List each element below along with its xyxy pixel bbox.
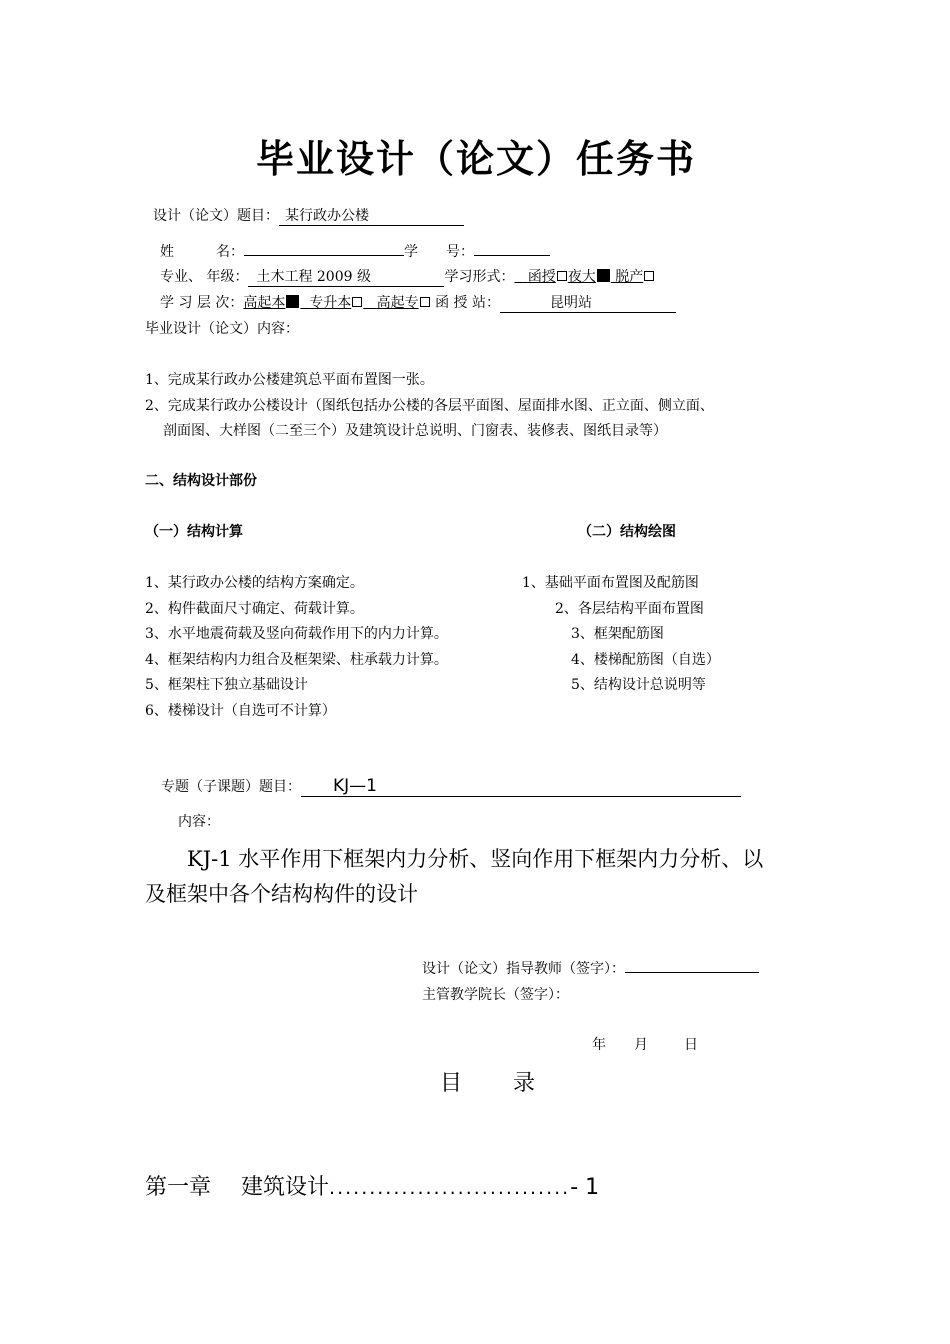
calc-item: 5、框架柱下独立基础设计 (145, 677, 308, 693)
study-form-opt2: 夜大 (567, 269, 596, 285)
topic-label: 设计（论文）题目： (153, 208, 279, 224)
level-row (160, 292, 676, 313)
toc-entry[interactable] (145, 1170, 599, 1201)
advisor-signature-field (625, 958, 759, 973)
toc-chapter: 第一章 (145, 1175, 212, 1200)
subtopic-row (161, 776, 741, 797)
calc-item: 6、楼梯设计（自选可不计算） (145, 703, 336, 719)
arch-item: 2、完成某行政办公楼设计（图纸包括办公楼的各层平面图、屋面排水图、正立面、侧立面、 (145, 398, 714, 414)
toc-title: 目 录 (440, 1071, 557, 1096)
date-year: 年 (592, 1037, 606, 1053)
level-opt1: 高起本 (243, 295, 286, 311)
calc-item: 1、某行政办公楼的结构方案确定。 (145, 575, 364, 591)
draw-item: 1、基础平面布置图及配筋图 (522, 575, 699, 591)
arch-item: 剖面图、大样图（二至三个）及建筑设计总说明、门窗表、装修表、图纸目录等） (163, 423, 667, 439)
topic-row (153, 205, 464, 226)
draw-heading: （二）结构绘图 (578, 524, 676, 540)
name-field (244, 241, 404, 256)
checkbox-empty-icon (557, 271, 567, 281)
advisor-label: 设计（论文）指导教师（签字）： (422, 961, 625, 977)
section-heading: 二、结构设计部份 (145, 473, 257, 489)
checkbox-empty-icon (420, 297, 430, 307)
station-field (500, 292, 676, 313)
study-form-options (514, 269, 655, 285)
topic-value: 某行政办公楼 (285, 208, 369, 224)
calc-item: 2、构件截面尺寸确定、荷载计算。 (145, 601, 364, 617)
page-title: 毕业设计（论文）任务书 (256, 137, 697, 181)
study-form-label: 学习形式： (444, 269, 515, 285)
name-row (160, 241, 550, 261)
toc-chapter-title: 建筑设计 (241, 1175, 330, 1200)
draw-item: 5、结构设计总说明等 (571, 677, 706, 693)
major-label: 专业、 年级： (160, 269, 249, 285)
level-options (243, 295, 430, 311)
checkbox-filled-icon (286, 295, 299, 308)
content-label: 毕业设计（论文）内容： (145, 321, 299, 337)
subtopic-label: 专题（子课题）题目： (161, 779, 301, 795)
arch-item: 1、完成某行政办公楼建筑总平面布置图一张。 (145, 372, 434, 388)
name-label: 姓 名： (160, 244, 244, 260)
date-row (592, 1034, 698, 1054)
advisor-row (422, 958, 759, 978)
calc-item: 4、框架结构内力组合及框架梁、柱承载力计算。 (145, 652, 448, 668)
major-value: 土木工程 2009 级 (256, 269, 371, 285)
major-field (248, 266, 444, 287)
student-no-field (474, 241, 550, 256)
date-month: 月 (634, 1037, 648, 1053)
level-opt2: 专升本 (309, 295, 352, 311)
toc-page: - 1 (570, 1175, 600, 1200)
subtopic-field (301, 776, 741, 797)
study-form-opt1: 函授 (527, 269, 556, 285)
checkbox-empty-icon (352, 297, 362, 307)
sub-content-label: 内容： (178, 814, 220, 830)
draw-item: 2、各层结构平面布置图 (555, 601, 704, 617)
topic-field (279, 205, 464, 226)
draw-item: 3、框架配筋图 (571, 626, 664, 642)
draw-item: 4、楼梯配筋图（自选） (571, 652, 720, 668)
study-form-opt3: 脱产 (615, 269, 644, 285)
date-day: 日 (684, 1037, 698, 1053)
station-value: 昆明站 (549, 295, 592, 311)
student-no-label: 学 号： (404, 244, 474, 260)
major-row (160, 266, 655, 287)
sub-content-line: KJ-1 水平作用下框架内力分析、竖向作用下框架内力分析、以 (187, 847, 764, 871)
level-label: 学 习 层 次： (160, 295, 244, 311)
calc-heading: （一）结构计算 (145, 524, 243, 540)
sub-content-line: 及框架中各个结构构件的设计 (145, 882, 418, 906)
checkbox-filled-icon (597, 269, 610, 282)
toc-dots: .............................. (329, 1177, 571, 1199)
station-label: 函 授 站： (435, 295, 500, 311)
calc-item: 3、水平地震荷载及竖向荷载作用下的内力计算。 (145, 626, 448, 642)
dean-label: 主管教学院长（签字）： (422, 987, 569, 1003)
checkbox-empty-icon (644, 271, 654, 281)
subtopic-value: KJ—1 (333, 776, 377, 796)
level-opt3: 高起专 (376, 295, 419, 311)
